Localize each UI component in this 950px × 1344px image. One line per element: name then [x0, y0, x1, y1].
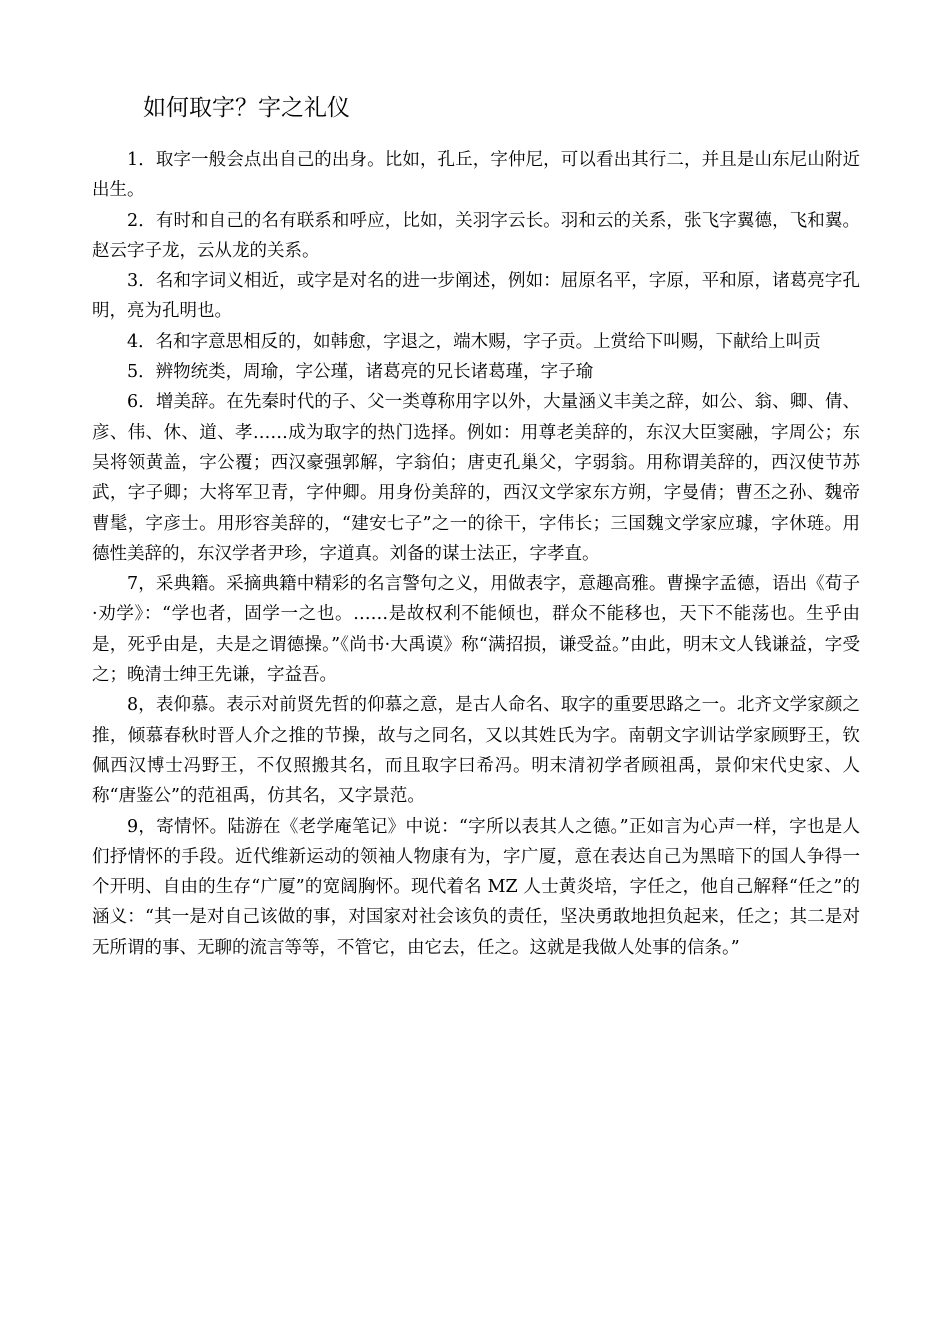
paragraph-9: 9，寄情怀。陆游在《老学庵笔记》中说：“字所以表其人之德。”正如言为心声一样，字也是人们抒情怀的手段。近代维新运动的领袖人物康有为，字广厦，意在表达自己为黑暗下的国人争得一个开明、自由的生存“广厦”的宽阔胸怀。现代着名 MZ 人士黄炎培，字任之，他自己解释“任之”的涵义：“其一是对自己该做的事，对国家对社会该负的责任，坚决勇敢地担负起来，任之；其二是对无所谓的事、无聊的流言等等，不管它，由它去，任之。这就是我做人处事的信条。” [92, 816, 860, 958]
paragraph-7: 7，采典籍。采摘典籍中精彩的名言警句之义，用做表字，意趣高雅。曹操字孟德，语出《荀子·劝学》：“学也者，固学一之也。……是故权利不能倾也，群众不能移也，天下不能荡也。生乎由是，死乎由是，夫是之谓德操。”《尚书·大禹谟》称“满招损，谦受益。”由此，明末文人钱谦益，字受之；晚清士绅王先谦，字益吾。 [92, 574, 860, 686]
document-body [92, 145, 860, 963]
paragraph-4: 4．名和字意思相反的，如韩愈，字退之，端木赐，字子贡。上赏给下叫赐，下献给上叫贡 [127, 331, 821, 352]
paragraph-1: 1．取字一般会点出自己的出身。比如，孔丘，字仲尼，可以看出其行二，并且是山东尼山附近出生。 [92, 150, 860, 201]
paragraph-8: 8，表仰慕。表示对前贤先哲的仰慕之意，是古人命名、取字的重要思路之一。北齐文学家颜之推，倾慕春秋时晋人介之推的节操，故与之同名，又以其姓氏为字。南朝文字训诂学家顾野王，钦佩西汉博士冯野王，不仅照搬其名，而且取字曰希冯。明末清初学者顾祖禹，景仰宋代史家、人称“唐鉴公”的范祖禹，仿其名，又字景范。 [92, 695, 860, 807]
paragraph-3: 3．名和字词义相近，或字是对名的进一步阐述，例如：屈原名平，字原，平和原，诸葛亮字孔明，亮为孔明也。 [92, 271, 860, 322]
paragraph-2: 2．有时和自己的名有联系和呼应，比如，关羽字云长。羽和云的关系，张飞字翼德，飞和翼。赵云字子龙，云从龙的关系。 [92, 210, 860, 261]
paragraph-5: 5．辨物统类，周瑜，字公瑾，诸葛亮的兄长诸葛瑾，字子瑜 [127, 362, 594, 383]
paragraph-6: 6．增美辞。在先秦时代的子、父一类尊称用字以外，大量涵义丰美之辞，如公、翁、卿、倩、彦、伟、休、道、孝……成为取字的热门选择。例如：用尊老美辞的，东汉大臣窦融，字周公；东吴将领黄盖，字公覆；西汉豪强郭解，字翁伯；唐吏孔巢父，字弱翁。用称谓美辞的，西汉使节苏武，字子卿；大将军卫青，字仲卿。用身份美辞的，西汉文学家东方朔，字曼倩；曹丕之孙、魏帝曹髦，字彦士。用形容美辞的，“建安七子”之一的徐干，字伟长；三国魏文学家应璩，字休琏。用德性美辞的，东汉学者尹珍，字道真。刘备的谋士法正，字孝直。 [92, 392, 860, 564]
document-title: 如何取字？字之礼仪 [143, 95, 350, 121]
